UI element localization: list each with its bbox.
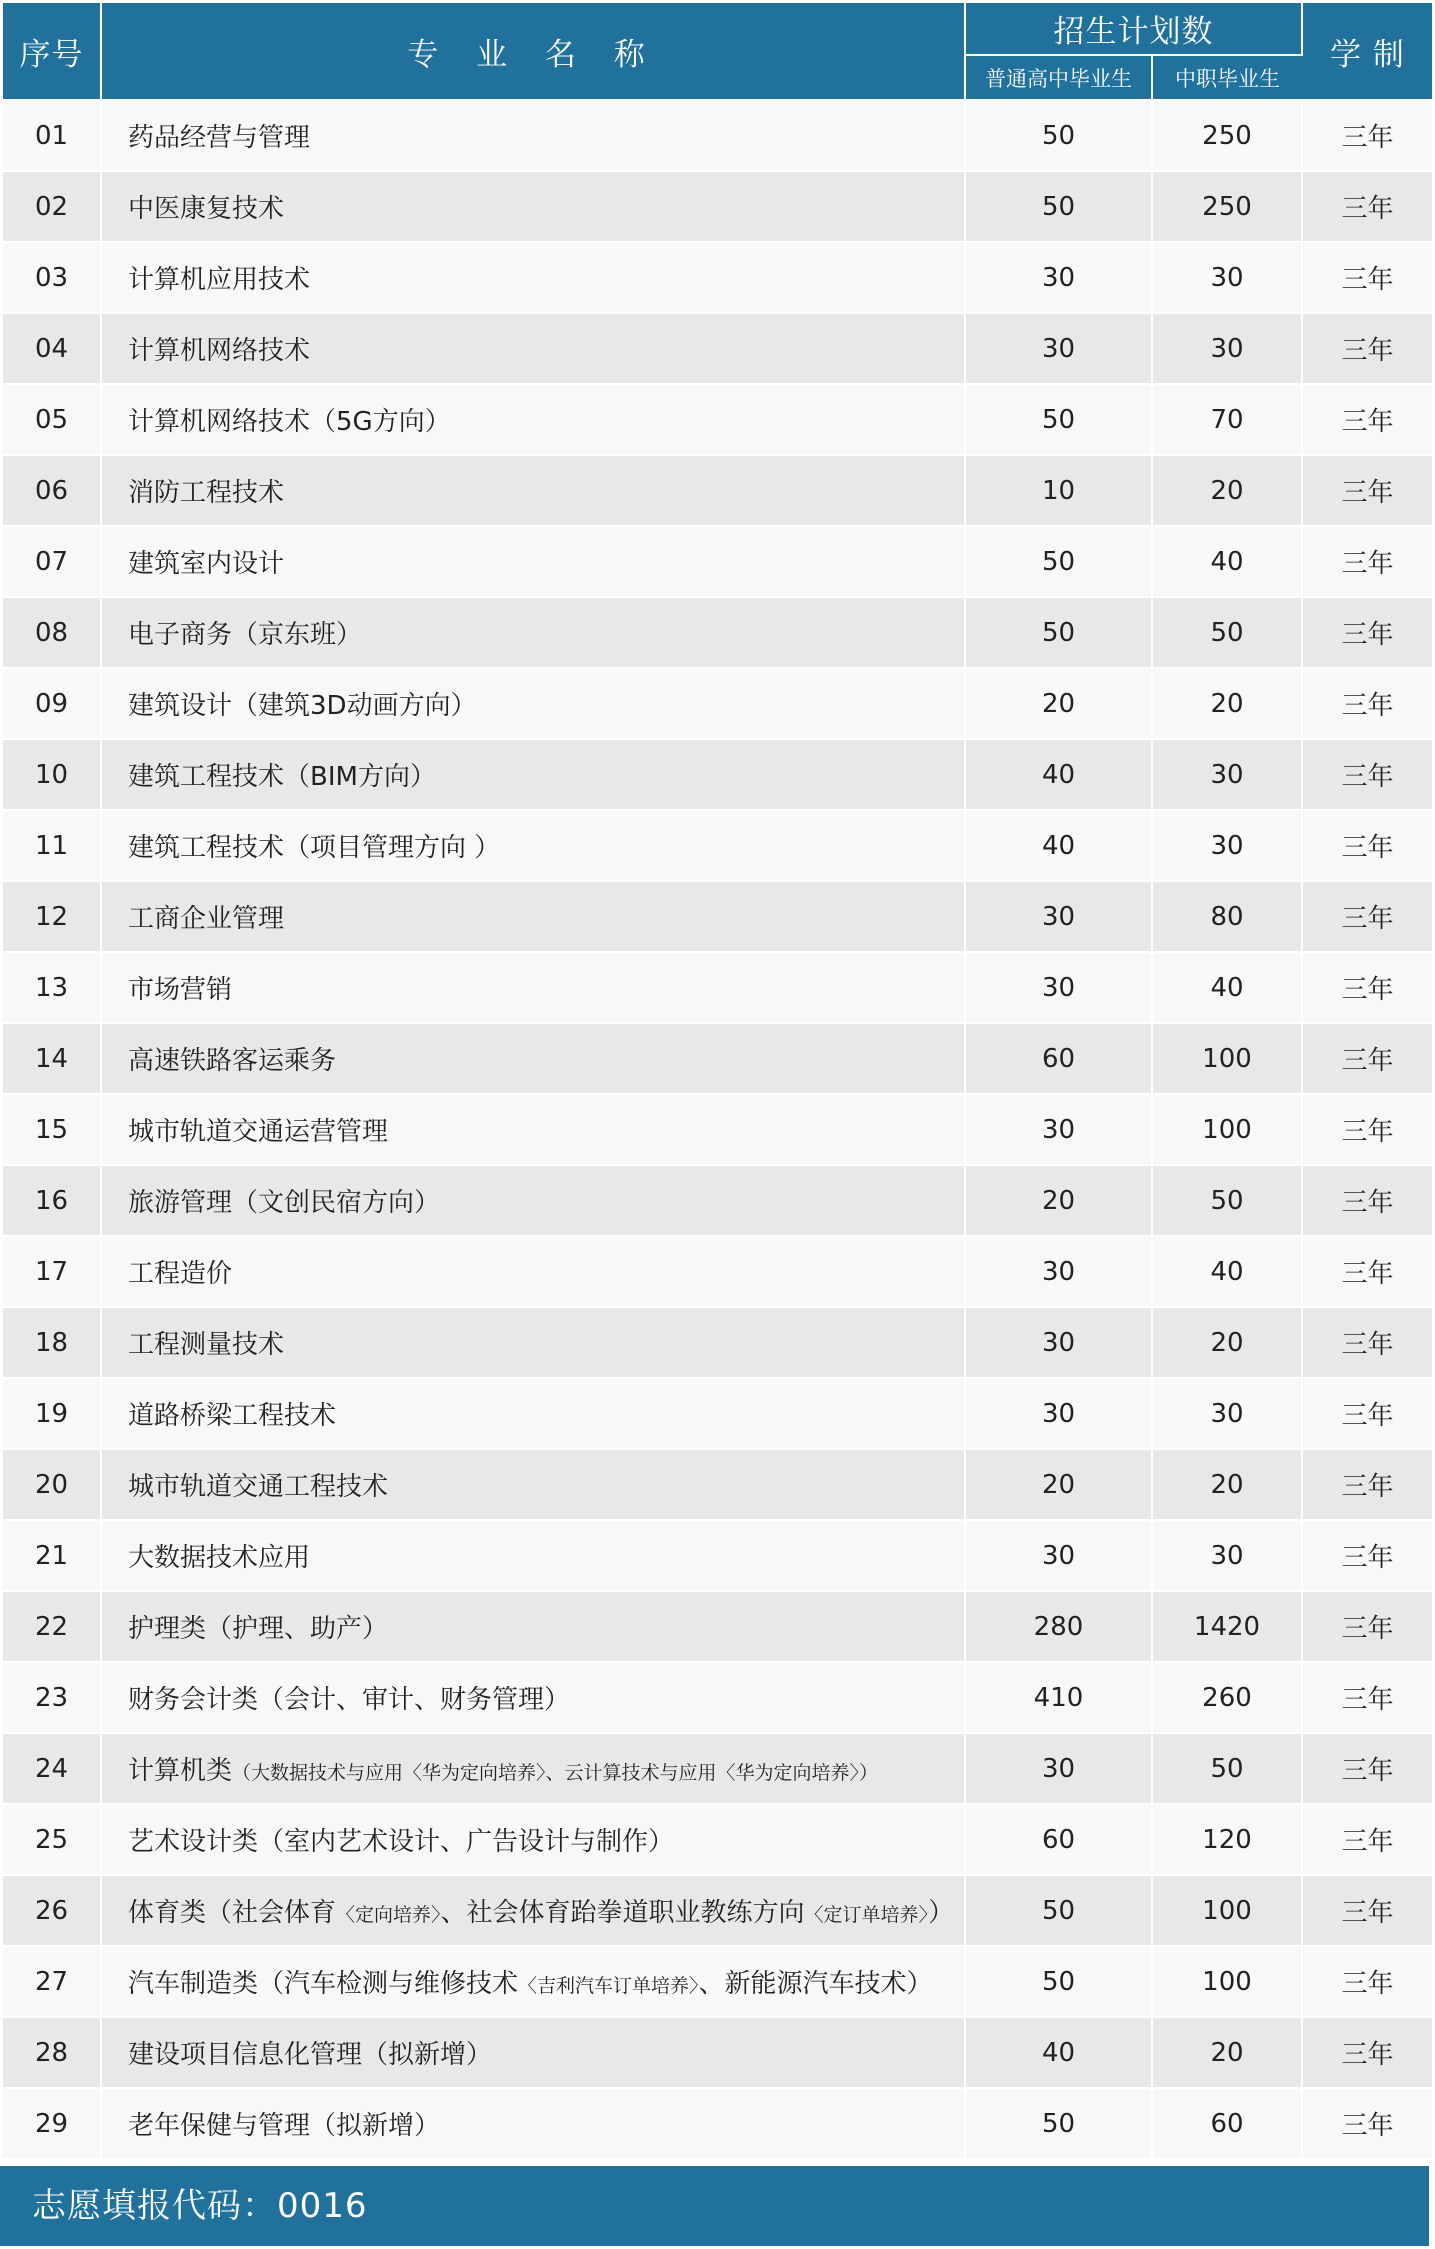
table-row [3,1520,1432,1591]
table-row [3,1236,1432,1307]
vocational-quota: 20 [1152,1449,1302,1520]
duration: 三年 [1302,100,1432,171]
high-school-quota: 30 [965,1094,1152,1165]
enrollment-table-container [3,3,1432,2160]
table-row [3,1094,1432,1165]
vocational-quota: 50 [1152,597,1302,668]
table-row [3,2017,1432,2088]
table-row [3,668,1432,739]
high-school-quota: 20 [965,1449,1152,1520]
high-school-quota: 60 [965,1023,1152,1094]
duration: 三年 [1302,2088,1432,2159]
high-school-quota: 280 [965,1591,1152,1662]
duration: 三年 [1302,881,1432,952]
high-school-quota: 60 [965,1804,1152,1875]
table-row [3,1307,1432,1378]
vocational-quota: 250 [1152,171,1302,242]
table-row [3,455,1432,526]
table-row [3,526,1432,597]
header-enrollment-plan: 招生计划数 [965,3,1302,55]
major-name: 旅游管理（文创民宿方向） [101,1165,965,1236]
major-name: 电子商务（京东班） [101,597,965,668]
high-school-quota: 50 [965,1946,1152,2017]
row-index: 28 [3,2017,101,2088]
row-index: 19 [3,1378,101,1449]
enrollment-plan-table [3,3,1432,2160]
vocational-quota: 60 [1152,2088,1302,2159]
major-name-note: 〈定订单培养〉 [804,1904,929,1926]
vocational-quota: 30 [1152,1378,1302,1449]
duration: 三年 [1302,384,1432,455]
vocational-quota: 50 [1152,1165,1302,1236]
high-school-quota: 30 [965,1733,1152,1804]
duration: 三年 [1302,1023,1432,1094]
duration: 三年 [1302,2017,1432,2088]
duration: 三年 [1302,1378,1432,1449]
vocational-quota: 1420 [1152,1591,1302,1662]
duration: 三年 [1302,1236,1432,1307]
major-name-part: ） [928,1898,955,1928]
vocational-quota: 30 [1152,242,1302,313]
major-name: 护理类（护理、助产） [101,1591,965,1662]
vocational-quota: 80 [1152,881,1302,952]
major-name: 建筑工程技术（项目管理方向 ） [101,810,965,881]
high-school-quota: 40 [965,739,1152,810]
table-row [3,1662,1432,1733]
high-school-quota: 30 [965,1520,1152,1591]
table-row [3,1378,1432,1449]
row-index: 02 [3,171,101,242]
duration: 三年 [1302,171,1432,242]
major-name-main: 计算机类 [128,1756,233,1786]
vocational-quota: 70 [1152,384,1302,455]
high-school-quota: 40 [965,2017,1152,2088]
vocational-quota: 20 [1152,668,1302,739]
major-name: 市场营销 [101,952,965,1023]
high-school-quota: 30 [965,1236,1152,1307]
duration: 三年 [1302,1875,1432,1946]
row-index: 24 [3,1733,101,1804]
vocational-quota: 40 [1152,1236,1302,1307]
high-school-quota: 50 [965,1875,1152,1946]
vocational-quota: 100 [1152,1023,1302,1094]
vocational-quota: 260 [1152,1662,1302,1733]
major-name-part: 、社会体育跆拳道职业教练方向 [440,1898,805,1928]
vocational-quota: 20 [1152,1307,1302,1378]
major-name: 工商企业管理 [101,881,965,952]
major-name [101,1875,965,1946]
high-school-quota: 410 [965,1662,1152,1733]
row-index: 08 [3,597,101,668]
vocational-quota: 50 [1152,1733,1302,1804]
row-index: 12 [3,881,101,952]
duration: 三年 [1302,1946,1432,2017]
table-row [3,1449,1432,1520]
major-name: 财务会计类（会计、审计、财务管理） [101,1662,965,1733]
high-school-quota: 30 [965,1307,1152,1378]
row-index: 16 [3,1165,101,1236]
table-row [3,242,1432,313]
row-index: 27 [3,1946,101,2017]
high-school-quota: 30 [965,881,1152,952]
major-name [101,1733,965,1804]
major-name-note: 〈定向培养〉 [336,1904,441,1926]
application-code-footer: 志愿填报代码：0016 [0,2166,1429,2246]
row-index: 04 [3,313,101,384]
major-name: 中医康复技术 [101,171,965,242]
table-row [3,1165,1432,1236]
duration: 三年 [1302,952,1432,1023]
high-school-quota: 40 [965,810,1152,881]
table-row [3,739,1432,810]
duration: 三年 [1302,1165,1432,1236]
duration: 三年 [1302,1520,1432,1591]
high-school-quota: 20 [965,668,1152,739]
vocational-quota: 250 [1152,100,1302,171]
duration: 三年 [1302,1662,1432,1733]
duration: 三年 [1302,597,1432,668]
high-school-quota: 50 [965,526,1152,597]
row-index: 09 [3,668,101,739]
row-index: 13 [3,952,101,1023]
high-school-quota: 30 [965,1378,1152,1449]
table-row [3,1875,1432,1946]
table-row [3,1023,1432,1094]
major-name: 艺术设计类（室内艺术设计、广告设计与制作） [101,1804,965,1875]
high-school-quota: 50 [965,384,1152,455]
major-name: 道路桥梁工程技术 [101,1378,965,1449]
vocational-quota: 30 [1152,313,1302,384]
header-high-school-grads: 普通高中毕业生 [965,55,1152,100]
major-name: 建筑设计（建筑3D动画方向） [101,668,965,739]
row-index: 05 [3,384,101,455]
table-row [3,810,1432,881]
high-school-quota: 10 [965,455,1152,526]
major-name: 消防工程技术 [101,455,965,526]
table-row [3,313,1432,384]
row-index: 20 [3,1449,101,1520]
row-index: 06 [3,455,101,526]
duration: 三年 [1302,668,1432,739]
vocational-quota: 40 [1152,952,1302,1023]
table-row [3,597,1432,668]
header-duration: 学 制 [1302,3,1432,100]
row-index: 29 [3,2088,101,2159]
high-school-quota: 50 [965,2088,1152,2159]
table-row [3,952,1432,1023]
high-school-quota: 50 [965,597,1152,668]
table-row [3,171,1432,242]
vocational-quota: 20 [1152,455,1302,526]
table-header [3,3,1432,100]
major-name: 计算机网络技术（5G方向） [101,384,965,455]
header-vocational-grads: 中职毕业生 [1152,55,1302,100]
high-school-quota: 30 [965,242,1152,313]
row-index: 11 [3,810,101,881]
major-name [101,1946,965,2017]
row-index: 18 [3,1307,101,1378]
row-index: 03 [3,242,101,313]
row-index: 25 [3,1804,101,1875]
major-name: 老年保健与管理（拟新增） [101,2088,965,2159]
header-index: 序号 [3,3,101,100]
duration: 三年 [1302,242,1432,313]
table-row [3,1946,1432,2017]
major-name: 高速铁路客运乘务 [101,1023,965,1094]
vocational-quota: 100 [1152,1875,1302,1946]
high-school-quota: 50 [965,100,1152,171]
major-name-part: 、新能源汽车技术） [698,1969,933,1999]
row-index: 21 [3,1520,101,1591]
duration: 三年 [1302,1307,1432,1378]
major-name: 药品经营与管理 [101,100,965,171]
row-index: 22 [3,1591,101,1662]
vocational-quota: 120 [1152,1804,1302,1875]
row-index: 14 [3,1023,101,1094]
duration: 三年 [1302,455,1432,526]
major-name: 计算机应用技术 [101,242,965,313]
major-name: 城市轨道交通运营管理 [101,1094,965,1165]
major-name-note: 〈吉利汽车订单培养〉 [518,1975,699,1997]
table-row [3,881,1432,952]
vocational-quota: 20 [1152,2017,1302,2088]
duration: 三年 [1302,1804,1432,1875]
table-row [3,384,1432,455]
table-row [3,2088,1432,2159]
major-name: 建筑工程技术（BIM方向） [101,739,965,810]
major-name-detail: （大数据技术与应用〈华为定向培养〉、云计算技术与应用〈华为定向培养〉） [232,1762,879,1784]
table-row [3,1733,1432,1804]
vocational-quota: 30 [1152,739,1302,810]
table-row [3,1804,1432,1875]
table-row [3,100,1432,171]
row-index: 15 [3,1094,101,1165]
vocational-quota: 100 [1152,1946,1302,2017]
major-name: 建设项目信息化管理（拟新增） [101,2017,965,2088]
vocational-quota: 40 [1152,526,1302,597]
row-index: 10 [3,739,101,810]
major-name: 计算机网络技术 [101,313,965,384]
vocational-quota: 30 [1152,810,1302,881]
duration: 三年 [1302,526,1432,597]
duration: 三年 [1302,739,1432,810]
row-index: 26 [3,1875,101,1946]
duration: 三年 [1302,1094,1432,1165]
duration: 三年 [1302,810,1432,881]
row-index: 07 [3,526,101,597]
high-school-quota: 30 [965,952,1152,1023]
major-name: 城市轨道交通工程技术 [101,1449,965,1520]
duration: 三年 [1302,1733,1432,1804]
major-name: 工程造价 [101,1236,965,1307]
high-school-quota: 30 [965,313,1152,384]
row-index: 23 [3,1662,101,1733]
vocational-quota: 30 [1152,1520,1302,1591]
high-school-quota: 20 [965,1165,1152,1236]
major-name: 大数据技术应用 [101,1520,965,1591]
duration: 三年 [1302,1449,1432,1520]
row-index: 01 [3,100,101,171]
table-row [3,1591,1432,1662]
duration: 三年 [1302,1591,1432,1662]
major-name: 工程测量技术 [101,1307,965,1378]
major-name-part: 体育类（社会体育 [128,1898,337,1928]
vocational-quota: 100 [1152,1094,1302,1165]
major-name-part: 汽车制造类（汽车检测与维修技术 [128,1969,519,1999]
duration: 三年 [1302,313,1432,384]
row-index: 17 [3,1236,101,1307]
major-name: 建筑室内设计 [101,526,965,597]
header-major-name: 专 业 名 称 [101,3,965,100]
high-school-quota: 50 [965,171,1152,242]
table-body [3,100,1432,2159]
